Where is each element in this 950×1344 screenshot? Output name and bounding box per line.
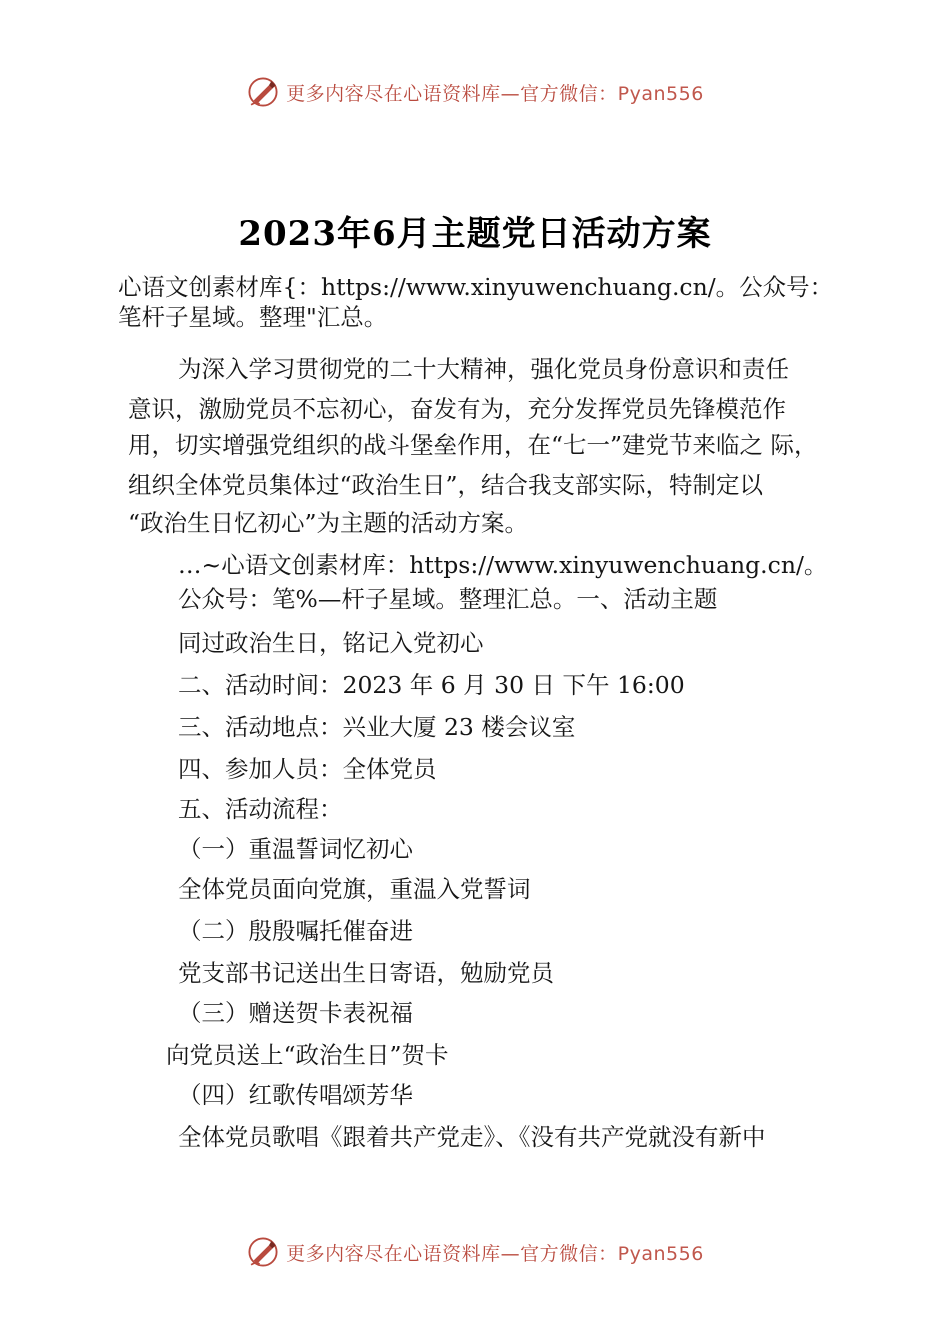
step-text: 全体党员面向党旗，重温入党誓词 xyxy=(178,875,531,903)
source-line: 公众号：笔%—杆子星域。整理汇总。一、活动主题 xyxy=(178,585,718,613)
intro-line: “政治生日忆初心”为主题的活动方案。 xyxy=(128,509,529,537)
watermark-text: 更多内容尽在心语资料库—官方微信：Pyan556 xyxy=(286,1242,704,1265)
step-title: （二）殷殷嘱托催奋进 xyxy=(178,917,413,945)
activity-theme: 同过政治生日，铭记入党初心 xyxy=(178,629,484,657)
intro-line: 用，切实增强党组织的战斗堡垒作用，在“七一”建党节来临之 际， xyxy=(128,431,818,459)
watermark-handle: Pyan556 xyxy=(617,82,704,105)
step-title: （三）赠送贺卡表祝福 xyxy=(178,999,413,1027)
source-line: …~心语文创素材库：https://www.xinyuwenchuang.cn/。 xyxy=(178,551,828,579)
document-title: 2023年6月主题党日活动方案 xyxy=(238,214,712,254)
step-text: 党支部书记送出生日寄语，勉励党员 xyxy=(178,959,554,987)
step-text: 向党员送上“政治生日”贺卡 xyxy=(166,1041,449,1069)
pen-logo-icon xyxy=(246,1235,280,1269)
step-title: （一）重温誓词忆初心 xyxy=(178,835,413,863)
activity-participants: 四、参加人员：全体党员 xyxy=(178,755,437,783)
intro-line: 组织全体党员集体过“政治生日”，结合我支部实际，特制定以 xyxy=(128,471,764,499)
process-heading: 五、活动流程： xyxy=(178,795,343,823)
watermark-handle: Pyan556 xyxy=(617,1242,704,1265)
intro-line: 意识，激励党员不忘初心，奋发有为，充分发挥党员先锋模范作 xyxy=(128,395,786,423)
intro-line: 为深入学习贯彻党的二十大精神，强化党员身份意识和责任 xyxy=(178,355,789,383)
pen-logo-icon xyxy=(246,75,280,109)
source-line: 心语文创素材库{：https://www.xinyuwenchuang.cn/。公众号： xyxy=(118,273,834,301)
activity-time: 二、活动时间：2023 年 6 月 30 日 下午 16:00 xyxy=(178,671,685,699)
watermark-header xyxy=(0,72,950,112)
source-line: 笔杆子星域。整理"汇总。 xyxy=(118,303,388,331)
step-title: （四）红歌传唱颂芳华 xyxy=(178,1081,413,1109)
watermark-text: 更多内容尽在心语资料库—官方微信：Pyan556 xyxy=(286,82,704,105)
activity-place: 三、活动地点：兴业大厦 23 楼会议室 xyxy=(178,713,576,741)
watermark-footer xyxy=(0,1232,950,1272)
step-text: 全体党员歌唱《跟着共产党走》、《没有共产党就没有新中 xyxy=(178,1123,766,1151)
